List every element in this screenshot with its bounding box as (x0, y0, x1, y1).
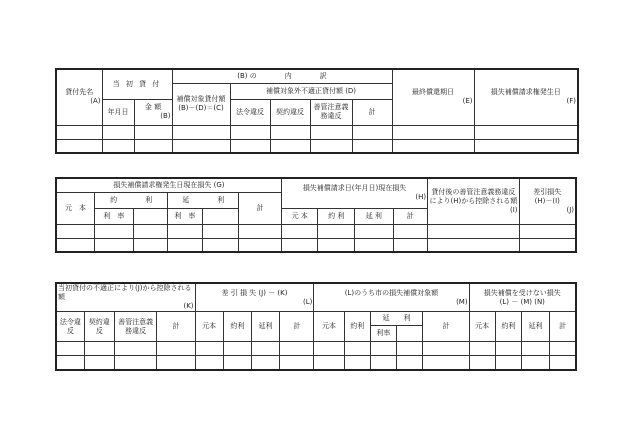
cell[interactable] (352, 125, 392, 139)
cell[interactable] (133, 224, 168, 238)
cell[interactable] (56, 342, 84, 356)
excluded-amount-label: 貸付後の善管注意義務違反により(H)から控除される額 (429, 187, 518, 205)
h-interest-header: 約 利 (318, 208, 355, 224)
amount-label: 金 額 (144, 103, 162, 111)
cell[interactable] (370, 356, 396, 370)
cell[interactable] (168, 224, 203, 238)
cell[interactable] (474, 139, 578, 153)
cell[interactable] (56, 125, 102, 139)
cell[interactable] (56, 238, 95, 252)
cell[interactable] (474, 125, 578, 139)
cell[interactable] (102, 125, 134, 139)
improper-deduction-label: 当初貸付の不適正により(J)から控除される額 (58, 284, 192, 301)
final-due-label: 最終償還期日 (412, 88, 454, 97)
deduction-table (55, 282, 577, 371)
cell[interactable] (550, 356, 576, 370)
table-row (56, 238, 576, 252)
cell[interactable] (56, 139, 102, 153)
non-compensable-header (230, 83, 392, 99)
uncompensated-header (469, 283, 576, 312)
cell[interactable] (423, 342, 469, 356)
cell[interactable] (56, 224, 95, 238)
cell[interactable] (84, 342, 114, 356)
cell[interactable] (270, 139, 310, 153)
late-rate-header: 利 率 (168, 208, 203, 224)
cell[interactable] (310, 125, 352, 139)
non-compensable-label: 補償対象外不適正貸付額 (265, 86, 343, 95)
n-total-header: 計 (550, 312, 576, 342)
uncompensated-label: 損失補償を受けない損失 (483, 288, 561, 297)
total-header: 計 (157, 312, 195, 342)
cell[interactable] (239, 238, 282, 252)
cell[interactable] (318, 224, 355, 238)
cell[interactable] (157, 342, 195, 356)
cell[interactable] (134, 125, 172, 139)
cell[interactable] (355, 224, 394, 238)
final-due-mark: (E) (462, 97, 473, 106)
cell[interactable] (519, 224, 576, 238)
cell[interactable] (393, 224, 428, 238)
cell[interactable] (202, 224, 239, 238)
cell[interactable] (392, 139, 474, 153)
loss-table (55, 177, 577, 253)
cell[interactable] (469, 356, 495, 370)
late-interest-header: 延 利 (168, 192, 239, 208)
cell[interactable] (318, 238, 355, 252)
loan-breakdown-table (55, 68, 579, 154)
cell[interactable] (202, 238, 239, 252)
cell[interactable] (495, 356, 521, 370)
cell[interactable] (397, 356, 423, 370)
table-row (56, 356, 576, 370)
cell[interactable] (495, 342, 521, 356)
net-loss-mark: (L) (303, 297, 313, 306)
breakdown-title: の 内 訳 (249, 71, 327, 80)
compensable-label: 補償対象貸付額 (176, 95, 226, 103)
cell[interactable] (392, 125, 474, 139)
cell[interactable] (102, 139, 134, 153)
cell[interactable] (397, 342, 423, 356)
cell[interactable] (223, 356, 251, 370)
claim-date-label: 損失補償請求権発生日 (490, 88, 561, 97)
cell[interactable] (428, 224, 519, 238)
cell[interactable] (84, 356, 114, 370)
cell[interactable] (550, 342, 576, 356)
cell[interactable] (223, 342, 251, 356)
net-loss-formula: (H)－(I) (534, 196, 560, 205)
late-amount-header (202, 208, 239, 224)
contract-violation-header: 契約違反 (270, 99, 310, 125)
l-interest-header: 約利 (223, 312, 251, 342)
net-loss-label: 差引損失 (533, 187, 562, 196)
duty-violation-header: 善管注意義務違反 (114, 312, 156, 342)
cell[interactable] (428, 238, 519, 252)
compensable-loss-header (314, 283, 469, 312)
cell[interactable] (393, 238, 428, 252)
lender-header (56, 69, 102, 125)
cell[interactable] (344, 356, 370, 370)
cell[interactable] (352, 139, 392, 153)
cell[interactable] (251, 356, 279, 370)
excluded-amount-mark: (I) (510, 205, 518, 214)
cell[interactable] (114, 356, 156, 370)
cell[interactable] (310, 139, 352, 153)
table-row (56, 224, 576, 238)
net-loss-mark: (J) (566, 205, 574, 214)
duty-violation-header: 善管注意義務違反 (310, 99, 352, 125)
amount-header (134, 99, 172, 125)
contract-violation-header: 契約違反 (84, 312, 114, 342)
loss-at-claim-right-mark: (G) (213, 180, 225, 189)
n-late-header: 延利 (521, 312, 549, 342)
m-interest-header: 約利 (344, 312, 370, 342)
improper-deduction-header (56, 283, 195, 312)
table-row (56, 139, 578, 153)
cell[interactable] (423, 356, 469, 370)
compensable-loss-label: (L)のうち市の損失補償対象額 (344, 288, 439, 297)
compensable-loss-mark: (M) (456, 297, 468, 306)
loss-at-claim-right-label: 損失補償請求権発生日現在損失 (113, 180, 212, 189)
l-total-header: 計 (280, 312, 314, 342)
legal-violation-header: 法令違反 (230, 99, 270, 125)
net-loss-header (195, 283, 314, 312)
cell[interactable] (239, 224, 282, 238)
cell[interactable] (95, 224, 134, 238)
cell[interactable] (281, 224, 318, 238)
m-late-header: 延 利 (370, 312, 422, 326)
cell[interactable] (521, 342, 549, 356)
total-header: 計 (352, 99, 392, 125)
cell[interactable] (280, 342, 314, 356)
compensable-header (172, 83, 230, 125)
cell[interactable] (133, 238, 168, 252)
lender-mark: (A) (90, 97, 101, 106)
initial-loan-header: 当 初 貸 付 (102, 69, 172, 99)
cell[interactable] (270, 125, 310, 139)
net-loss-label: 差 引 損 失 (J) － (K) (221, 288, 288, 297)
uncompensated-formula: (L) － (M) (499, 297, 532, 306)
principal-header: 元 本 (56, 192, 95, 224)
interest-amount-header (133, 208, 168, 224)
loss-at-claim-mark: (H) (415, 193, 427, 202)
table-row (56, 342, 576, 356)
interest-header: 約 利 (95, 192, 168, 208)
table-row (56, 125, 578, 139)
legal-violation-header: 法令違反 (56, 312, 84, 342)
cell[interactable] (230, 125, 270, 139)
cell[interactable] (281, 238, 318, 252)
cell[interactable] (134, 139, 172, 153)
cell[interactable] (314, 356, 344, 370)
cell[interactable] (251, 342, 279, 356)
loss-at-claim-right-header (56, 178, 281, 192)
net-loss-header (519, 178, 576, 224)
n-interest-header: 約利 (495, 312, 521, 342)
n-principal-header: 元本 (469, 312, 495, 342)
loss-at-claim-label: 損失補償請求日(年月日)現在損失 (302, 184, 407, 193)
cell[interactable] (114, 342, 156, 356)
amount-mark: (B) (160, 112, 171, 120)
cell[interactable] (314, 342, 344, 356)
h-late-header: 延 利 (355, 208, 394, 224)
interest-rate-header: 利 率 (95, 208, 134, 224)
uncompensated-mark: (N) (534, 297, 545, 306)
cell[interactable] (519, 238, 576, 252)
cell[interactable] (355, 238, 394, 252)
non-compensable-mark: (D) (345, 86, 357, 95)
cell[interactable] (344, 342, 370, 356)
cell[interactable] (56, 356, 84, 370)
cell[interactable] (157, 356, 195, 370)
improper-deduction-mark: (K) (183, 302, 194, 310)
m-principal-header: 元本 (314, 312, 344, 342)
compensable-formula: (B)－(D)＝(C) (178, 104, 224, 112)
lender-label: 貸付先名 (65, 88, 94, 97)
h-principal-header: 元 本 (281, 208, 318, 224)
cell[interactable] (469, 342, 495, 356)
cell[interactable] (172, 125, 230, 139)
cell[interactable] (521, 356, 549, 370)
m-late-rate-header: 利率 (370, 326, 396, 342)
date-header: 年月日 (102, 99, 134, 125)
l-principal-header: 元本 (195, 312, 223, 342)
claim-date-header (474, 69, 578, 125)
claim-date-mark: (F) (566, 97, 576, 106)
cell[interactable] (195, 342, 223, 356)
final-due-header (392, 69, 474, 125)
breakdown-mark: (B) (237, 71, 248, 80)
l-late-header: 延利 (251, 312, 279, 342)
cell[interactable] (95, 238, 134, 252)
cell[interactable] (280, 356, 314, 370)
total-header: 計 (239, 192, 282, 224)
excluded-amount-header (428, 178, 519, 224)
h-total-header: 計 (393, 208, 428, 224)
breakdown-header (172, 69, 392, 83)
cell[interactable] (230, 139, 270, 153)
m-late-amount-header (397, 326, 423, 342)
cell[interactable] (370, 342, 396, 356)
loss-at-claim-header (281, 178, 427, 208)
cell[interactable] (168, 238, 203, 252)
cell[interactable] (195, 356, 223, 370)
cell[interactable] (172, 139, 230, 153)
m-total-header: 計 (423, 312, 469, 342)
